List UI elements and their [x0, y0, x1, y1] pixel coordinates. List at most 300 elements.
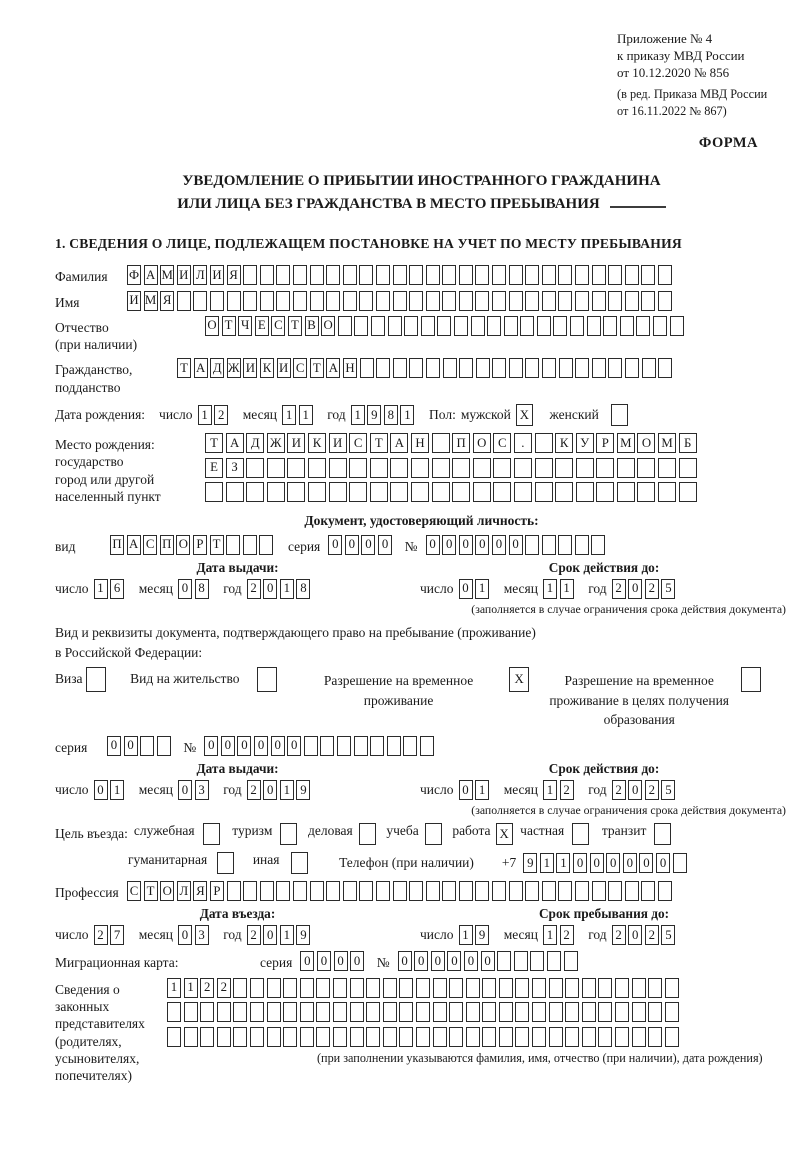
- char-box[interactable]: 1: [280, 579, 294, 599]
- char-box[interactable]: С: [293, 358, 307, 378]
- char-box[interactable]: [316, 978, 330, 998]
- char-box[interactable]: [459, 291, 473, 311]
- char-box[interactable]: [243, 881, 257, 901]
- char-box[interactable]: [432, 433, 450, 453]
- char-box[interactable]: [393, 358, 407, 378]
- char-box[interactable]: [226, 535, 240, 555]
- char-box[interactable]: [493, 458, 511, 478]
- char-box[interactable]: З: [226, 458, 244, 478]
- char-box[interactable]: [542, 881, 556, 901]
- char-box[interactable]: [227, 881, 241, 901]
- char-box[interactable]: [177, 291, 191, 311]
- char-box[interactable]: С: [493, 433, 511, 453]
- char-box[interactable]: [598, 978, 612, 998]
- char-box[interactable]: [426, 291, 440, 311]
- char-box[interactable]: [515, 978, 529, 998]
- char-box[interactable]: [611, 404, 628, 426]
- char-box[interactable]: А: [390, 433, 408, 453]
- char-box[interactable]: [200, 1027, 214, 1047]
- char-box[interactable]: [452, 458, 470, 478]
- char-box[interactable]: И: [287, 433, 305, 453]
- char-box[interactable]: Я: [160, 291, 174, 311]
- char-box[interactable]: [555, 482, 573, 502]
- char-box[interactable]: Т: [370, 433, 388, 453]
- char-box[interactable]: [482, 978, 496, 998]
- char-box[interactable]: [366, 1027, 380, 1047]
- char-box[interactable]: [343, 291, 357, 311]
- char-box[interactable]: [140, 736, 154, 756]
- char-box[interactable]: В: [305, 316, 319, 336]
- char-box[interactable]: [217, 852, 234, 874]
- char-box[interactable]: [553, 316, 567, 336]
- char-box[interactable]: [741, 667, 761, 692]
- char-box[interactable]: [592, 881, 606, 901]
- char-box[interactable]: [449, 1002, 463, 1022]
- char-box[interactable]: 2: [214, 405, 228, 425]
- char-box[interactable]: [310, 291, 324, 311]
- char-box[interactable]: Е: [205, 458, 223, 478]
- char-box[interactable]: Д: [246, 433, 264, 453]
- char-box[interactable]: [291, 852, 308, 874]
- char-box[interactable]: 2: [217, 978, 231, 998]
- char-box[interactable]: П: [110, 535, 124, 555]
- char-box[interactable]: [473, 458, 491, 478]
- char-box[interactable]: [416, 1002, 430, 1022]
- char-box[interactable]: 8: [296, 579, 310, 599]
- char-box[interactable]: [409, 265, 423, 285]
- char-box[interactable]: 0: [464, 951, 478, 971]
- char-box[interactable]: [565, 978, 579, 998]
- char-box[interactable]: [383, 978, 397, 998]
- char-box[interactable]: [547, 951, 561, 971]
- char-box[interactable]: [403, 736, 417, 756]
- char-box[interactable]: [293, 291, 307, 311]
- char-box[interactable]: [350, 1002, 364, 1022]
- char-box[interactable]: [200, 1002, 214, 1022]
- char-box[interactable]: [359, 291, 373, 311]
- char-box[interactable]: [454, 316, 468, 336]
- char-box[interactable]: 0: [492, 535, 506, 555]
- char-box[interactable]: 1: [560, 579, 574, 599]
- char-box[interactable]: 0: [447, 951, 461, 971]
- char-box[interactable]: Н: [411, 433, 429, 453]
- char-box[interactable]: [287, 482, 305, 502]
- char-box[interactable]: [432, 458, 450, 478]
- char-box[interactable]: [383, 1027, 397, 1047]
- char-box[interactable]: [267, 1002, 281, 1022]
- char-box[interactable]: [504, 316, 518, 336]
- char-box[interactable]: [555, 458, 573, 478]
- char-box[interactable]: [260, 881, 274, 901]
- char-box[interactable]: П: [160, 535, 174, 555]
- char-box[interactable]: [338, 316, 352, 336]
- char-box[interactable]: К: [555, 433, 573, 453]
- char-box[interactable]: [267, 482, 285, 502]
- char-box[interactable]: 5: [661, 579, 675, 599]
- char-box[interactable]: [320, 736, 334, 756]
- char-box[interactable]: [416, 1027, 430, 1047]
- char-box[interactable]: [475, 881, 489, 901]
- char-box[interactable]: [475, 265, 489, 285]
- char-box[interactable]: [343, 265, 357, 285]
- char-box[interactable]: Л: [193, 265, 207, 285]
- char-box[interactable]: [542, 291, 556, 311]
- char-box[interactable]: Т: [177, 358, 191, 378]
- char-box[interactable]: 0: [350, 951, 364, 971]
- char-box[interactable]: 0: [107, 736, 121, 756]
- char-box[interactable]: [300, 1002, 314, 1022]
- char-box[interactable]: [615, 978, 629, 998]
- char-box[interactable]: [388, 316, 402, 336]
- char-box[interactable]: [283, 1002, 297, 1022]
- char-box[interactable]: 6: [110, 579, 124, 599]
- char-box[interactable]: [370, 736, 384, 756]
- char-box[interactable]: 9: [523, 853, 537, 873]
- char-box[interactable]: 2: [612, 579, 626, 599]
- char-box[interactable]: 1: [184, 978, 198, 998]
- char-box[interactable]: 9: [296, 780, 310, 800]
- char-box[interactable]: [670, 316, 684, 336]
- char-box[interactable]: X: [516, 404, 533, 426]
- char-box[interactable]: Б: [679, 433, 697, 453]
- char-box[interactable]: [217, 1002, 231, 1022]
- char-box[interactable]: 1: [351, 405, 365, 425]
- char-box[interactable]: 1: [459, 925, 473, 945]
- char-box[interactable]: [393, 881, 407, 901]
- char-box[interactable]: [310, 265, 324, 285]
- char-box[interactable]: 2: [612, 925, 626, 945]
- char-box[interactable]: А: [127, 535, 141, 555]
- char-box[interactable]: [459, 265, 473, 285]
- char-box[interactable]: [205, 482, 223, 502]
- char-box[interactable]: [283, 1027, 297, 1047]
- char-box[interactable]: [387, 736, 401, 756]
- char-box[interactable]: [243, 535, 257, 555]
- char-box[interactable]: [416, 978, 430, 998]
- char-box[interactable]: 0: [334, 951, 348, 971]
- char-box[interactable]: [535, 433, 553, 453]
- char-box[interactable]: 9: [475, 925, 489, 945]
- char-box[interactable]: [482, 1027, 496, 1047]
- char-box[interactable]: [499, 1002, 513, 1022]
- char-box[interactable]: 0: [431, 951, 445, 971]
- char-box[interactable]: [354, 316, 368, 336]
- char-box[interactable]: 0: [287, 736, 301, 756]
- char-box[interactable]: 1: [280, 925, 294, 945]
- char-box[interactable]: 0: [254, 736, 268, 756]
- char-box[interactable]: 2: [645, 925, 659, 945]
- char-box[interactable]: [250, 1027, 264, 1047]
- char-box[interactable]: 0: [204, 736, 218, 756]
- char-box[interactable]: [243, 265, 257, 285]
- char-box[interactable]: [376, 291, 390, 311]
- char-box[interactable]: [592, 358, 606, 378]
- char-box[interactable]: [679, 458, 697, 478]
- char-box[interactable]: [383, 1002, 397, 1022]
- char-box[interactable]: [267, 1027, 281, 1047]
- char-box[interactable]: [575, 358, 589, 378]
- char-box[interactable]: [596, 482, 614, 502]
- char-box[interactable]: 0: [573, 853, 587, 873]
- char-box[interactable]: [499, 978, 513, 998]
- char-box[interactable]: [404, 316, 418, 336]
- char-box[interactable]: [217, 1027, 231, 1047]
- char-box[interactable]: 1: [543, 579, 557, 599]
- char-box[interactable]: [329, 482, 347, 502]
- char-box[interactable]: [658, 291, 672, 311]
- char-box[interactable]: [426, 265, 440, 285]
- char-box[interactable]: 2: [560, 925, 574, 945]
- char-box[interactable]: [280, 823, 297, 845]
- char-box[interactable]: И: [177, 265, 191, 285]
- char-box[interactable]: [421, 316, 435, 336]
- char-box[interactable]: 1: [400, 405, 414, 425]
- char-box[interactable]: [471, 316, 485, 336]
- char-box[interactable]: [537, 316, 551, 336]
- char-box[interactable]: [575, 265, 589, 285]
- char-box[interactable]: И: [243, 358, 257, 378]
- char-box[interactable]: [608, 265, 622, 285]
- char-box[interactable]: О: [321, 316, 335, 336]
- char-box[interactable]: [576, 458, 594, 478]
- char-box[interactable]: [359, 265, 373, 285]
- char-box[interactable]: [349, 482, 367, 502]
- char-box[interactable]: [487, 316, 501, 336]
- char-box[interactable]: [625, 881, 639, 901]
- char-box[interactable]: [466, 1002, 480, 1022]
- char-box[interactable]: 2: [200, 978, 214, 998]
- char-box[interactable]: Ч: [238, 316, 252, 336]
- char-box[interactable]: 0: [345, 535, 359, 555]
- char-box[interactable]: 0: [398, 951, 412, 971]
- char-box[interactable]: [542, 265, 556, 285]
- char-box[interactable]: [509, 358, 523, 378]
- char-box[interactable]: Ж: [227, 358, 241, 378]
- char-box[interactable]: [632, 1027, 646, 1047]
- char-box[interactable]: А: [194, 358, 208, 378]
- char-box[interactable]: [549, 1002, 563, 1022]
- char-box[interactable]: [426, 358, 440, 378]
- char-box[interactable]: [549, 1027, 563, 1047]
- char-box[interactable]: 1: [198, 405, 212, 425]
- char-box[interactable]: X: [496, 823, 513, 845]
- char-box[interactable]: 0: [656, 853, 670, 873]
- char-box[interactable]: [637, 458, 655, 478]
- char-box[interactable]: [642, 358, 656, 378]
- char-box[interactable]: 0: [237, 736, 251, 756]
- char-box[interactable]: 0: [481, 951, 495, 971]
- char-box[interactable]: К: [308, 433, 326, 453]
- char-box[interactable]: [308, 482, 326, 502]
- char-box[interactable]: [582, 1027, 596, 1047]
- char-box[interactable]: [575, 291, 589, 311]
- char-box[interactable]: 1: [540, 853, 554, 873]
- char-box[interactable]: Ж: [267, 433, 285, 453]
- char-box[interactable]: 1: [299, 405, 313, 425]
- char-box[interactable]: [250, 978, 264, 998]
- char-box[interactable]: 0: [300, 951, 314, 971]
- char-box[interactable]: Н: [343, 358, 357, 378]
- char-box[interactable]: [592, 291, 606, 311]
- char-box[interactable]: 2: [645, 579, 659, 599]
- char-box[interactable]: Т: [210, 535, 224, 555]
- char-box[interactable]: [559, 358, 573, 378]
- char-box[interactable]: [293, 881, 307, 901]
- char-box[interactable]: 0: [263, 780, 277, 800]
- char-box[interactable]: Л: [177, 881, 191, 901]
- char-box[interactable]: И: [277, 358, 291, 378]
- char-box[interactable]: А: [326, 358, 340, 378]
- char-box[interactable]: [366, 978, 380, 998]
- char-box[interactable]: [648, 1027, 662, 1047]
- char-box[interactable]: [246, 458, 264, 478]
- char-box[interactable]: 2: [247, 579, 261, 599]
- char-box[interactable]: [582, 978, 596, 998]
- char-box[interactable]: П: [452, 433, 470, 453]
- char-box[interactable]: 0: [628, 780, 642, 800]
- char-box[interactable]: [459, 358, 473, 378]
- char-box[interactable]: [433, 1002, 447, 1022]
- char-box[interactable]: 1: [110, 780, 124, 800]
- char-box[interactable]: 0: [178, 579, 192, 599]
- char-box[interactable]: 0: [263, 925, 277, 945]
- char-box[interactable]: [442, 265, 456, 285]
- char-box[interactable]: [466, 1027, 480, 1047]
- char-box[interactable]: [360, 358, 374, 378]
- char-box[interactable]: [535, 458, 553, 478]
- char-box[interactable]: Т: [205, 433, 223, 453]
- char-box[interactable]: 5: [661, 780, 675, 800]
- char-box[interactable]: [420, 736, 434, 756]
- char-box[interactable]: [376, 881, 390, 901]
- char-box[interactable]: [393, 265, 407, 285]
- char-box[interactable]: [525, 291, 539, 311]
- char-box[interactable]: [608, 881, 622, 901]
- char-box[interactable]: [653, 316, 667, 336]
- char-box[interactable]: 0: [221, 736, 235, 756]
- char-box[interactable]: 0: [263, 579, 277, 599]
- char-box[interactable]: Р: [193, 535, 207, 555]
- char-box[interactable]: [452, 482, 470, 502]
- char-box[interactable]: [433, 1027, 447, 1047]
- char-box[interactable]: 7: [110, 925, 124, 945]
- char-box[interactable]: 0: [459, 579, 473, 599]
- char-box[interactable]: 0: [639, 853, 653, 873]
- char-box[interactable]: [532, 978, 546, 998]
- char-box[interactable]: 8: [384, 405, 398, 425]
- char-box[interactable]: [625, 358, 639, 378]
- char-box[interactable]: [617, 458, 635, 478]
- char-box[interactable]: [641, 881, 655, 901]
- char-box[interactable]: [393, 291, 407, 311]
- char-box[interactable]: [565, 1027, 579, 1047]
- char-box[interactable]: М: [617, 433, 635, 453]
- char-box[interactable]: 0: [426, 535, 440, 555]
- char-box[interactable]: [665, 1002, 679, 1022]
- char-box[interactable]: [615, 1027, 629, 1047]
- char-box[interactable]: X: [509, 667, 529, 692]
- char-box[interactable]: [399, 1027, 413, 1047]
- char-box[interactable]: [658, 458, 676, 478]
- char-box[interactable]: [632, 1002, 646, 1022]
- char-box[interactable]: [558, 291, 572, 311]
- char-box[interactable]: [409, 881, 423, 901]
- char-box[interactable]: [267, 458, 285, 478]
- char-box[interactable]: [310, 881, 324, 901]
- char-box[interactable]: [514, 951, 528, 971]
- char-box[interactable]: [425, 823, 442, 845]
- char-box[interactable]: 1: [94, 579, 108, 599]
- char-box[interactable]: [433, 978, 447, 998]
- char-box[interactable]: [259, 535, 273, 555]
- char-box[interactable]: А: [226, 433, 244, 453]
- char-box[interactable]: С: [127, 881, 141, 901]
- char-box[interactable]: [636, 316, 650, 336]
- char-box[interactable]: [658, 881, 672, 901]
- char-box[interactable]: [350, 1027, 364, 1047]
- char-box[interactable]: [587, 316, 601, 336]
- char-box[interactable]: [233, 1027, 247, 1047]
- char-box[interactable]: [514, 458, 532, 478]
- char-box[interactable]: 1: [475, 780, 489, 800]
- char-box[interactable]: [665, 1027, 679, 1047]
- char-box[interactable]: [350, 978, 364, 998]
- char-box[interactable]: [658, 265, 672, 285]
- char-box[interactable]: Д: [210, 358, 224, 378]
- char-box[interactable]: [558, 881, 572, 901]
- char-box[interactable]: [665, 978, 679, 998]
- char-box[interactable]: У: [576, 433, 594, 453]
- char-box[interactable]: [572, 823, 589, 845]
- char-box[interactable]: [542, 358, 556, 378]
- char-box[interactable]: [473, 482, 491, 502]
- char-box[interactable]: [167, 1002, 181, 1022]
- char-box[interactable]: К: [260, 358, 274, 378]
- char-box[interactable]: С: [349, 433, 367, 453]
- char-box[interactable]: [535, 482, 553, 502]
- char-box[interactable]: [658, 482, 676, 502]
- char-box[interactable]: [549, 978, 563, 998]
- char-box[interactable]: [409, 291, 423, 311]
- char-box[interactable]: [449, 1027, 463, 1047]
- char-box[interactable]: [492, 881, 506, 901]
- char-box[interactable]: Т: [310, 358, 324, 378]
- char-box[interactable]: [359, 881, 373, 901]
- char-box[interactable]: [308, 458, 326, 478]
- char-box[interactable]: 0: [378, 535, 392, 555]
- char-box[interactable]: [193, 291, 207, 311]
- char-box[interactable]: [648, 1002, 662, 1022]
- char-box[interactable]: М: [160, 265, 174, 285]
- char-box[interactable]: [620, 316, 634, 336]
- char-box[interactable]: [492, 265, 506, 285]
- char-box[interactable]: [399, 978, 413, 998]
- char-box[interactable]: [654, 823, 671, 845]
- char-box[interactable]: [570, 316, 584, 336]
- char-box[interactable]: 5: [661, 925, 675, 945]
- char-box[interactable]: [432, 482, 450, 502]
- char-box[interactable]: О: [205, 316, 219, 336]
- char-box[interactable]: [530, 951, 544, 971]
- char-box[interactable]: 0: [124, 736, 138, 756]
- char-box[interactable]: О: [160, 881, 174, 901]
- char-box[interactable]: 2: [612, 780, 626, 800]
- char-box[interactable]: [257, 667, 277, 692]
- char-box[interactable]: [475, 291, 489, 311]
- char-box[interactable]: О: [176, 535, 190, 555]
- char-box[interactable]: Т: [144, 881, 158, 901]
- char-box[interactable]: 0: [442, 535, 456, 555]
